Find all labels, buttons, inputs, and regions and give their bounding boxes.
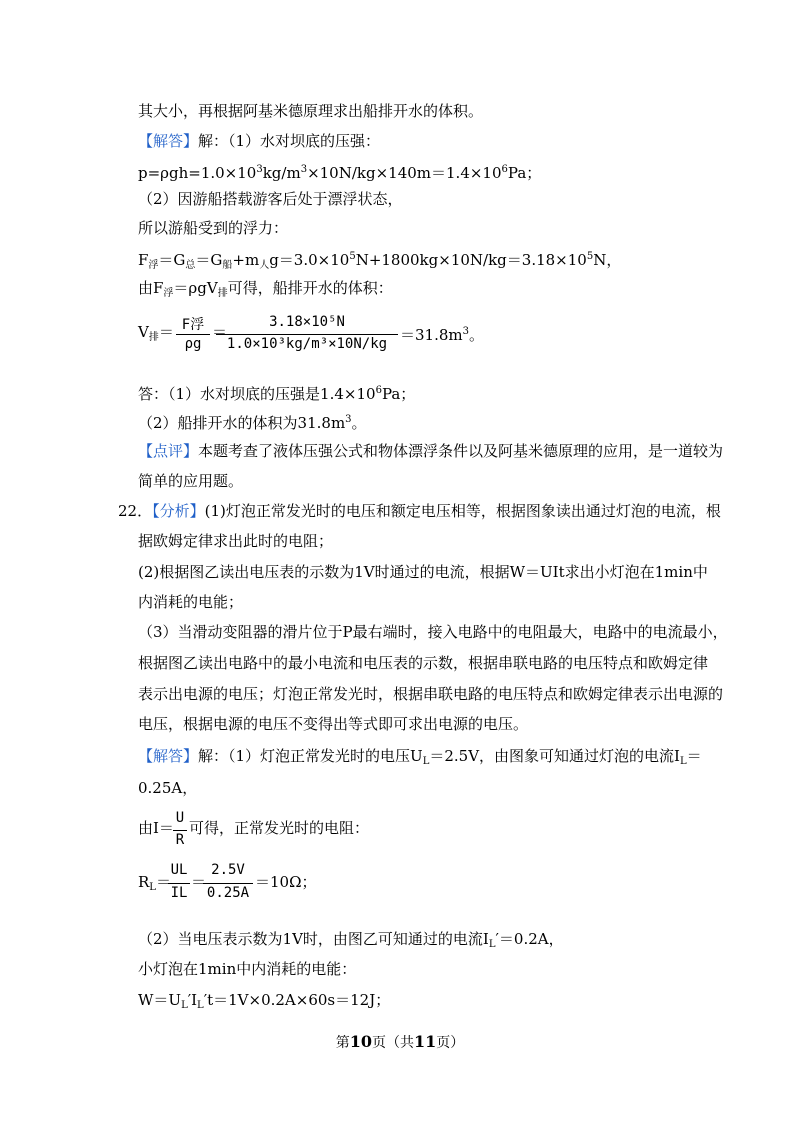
text-line: （2）因游船搭载游客后处于漂浮状态， <box>138 190 403 208</box>
text-line: 电压，根据电源的电压不变得出等式即可求出电源的电压。 <box>138 715 529 733</box>
fraction: 3.18×10⁵N 1.0×10³kg/m³×10N/kg <box>216 312 398 356</box>
text-line: （3）当滑动变阻器的滑片位于P最右端时，接入电路中的电阻最大，电路中的电流最小， <box>138 623 728 641</box>
answer-line: 【解答】解：（1）灯泡正常发光时的电压$U_L=2.5V$，由图象可知通过灯泡的电流$I_L=$ <box>138 747 702 767</box>
question-number: 22． <box>118 502 153 520</box>
question-heading: 22．【分析】(1)灯泡正常发光时的电压和额定电压相等，根据图象读出通过灯泡的电流，根 <box>118 502 721 520</box>
fraction: UL IL <box>168 860 190 906</box>
text-line: 答：（1）水对坝底的压强是$1.4\times 10^6Pa$； <box>138 385 416 403</box>
formula-line: $p=\rho gh=1.0\times 10^3kg/m^3\times 10N/kg\times 140m=1.4\times 10^6Pa$； <box>138 164 542 182</box>
formula-line: 可得，正常发光时的电阻： <box>189 819 370 837</box>
text-line: 根据图乙读出电路中的最小电流和电压表的示数，根据串联电路的电压特点和欧姆定律 <box>138 654 709 672</box>
comment-tag: 【点评】 <box>138 442 199 460</box>
text-line: （2）当电压表示数为1V时，由图乙可知通过的电流$I_L'=0.2A$， <box>138 930 564 950</box>
text-line: 内消耗的电能； <box>138 593 244 611</box>
page-total: 11 <box>414 1032 437 1051</box>
formula-result: $=31.8m^3$。 <box>400 326 485 344</box>
formula-line: $R_L=$ <box>138 873 171 893</box>
fraction: 2.5V 0.25A <box>203 860 253 906</box>
formula-line: 由I＝ <box>138 819 174 837</box>
text-line: 据欧姆定律求出此时的电阻； <box>138 532 334 550</box>
text-line: (2)根据图乙读出电压表的示数为1V时通过的电流，根据W＝UIt求出小灯泡在1min中 <box>138 563 708 581</box>
fraction: U R <box>173 808 187 852</box>
text-line: 表示出电源的电压；灯泡正常发光时，根据串联电路的电压特点和欧姆定律表示出电源的 <box>138 685 724 703</box>
text-line: 小灯泡在1min中内消耗的电能： <box>138 960 357 978</box>
formula-line: $W=U_L'I_L't=1V\times 0.2A\times 60s=12J$； <box>138 991 391 1011</box>
formula-line: $F_浮=G_总=G_船+m_人g=3.0\times 10^5N+1800kg\times 10N/kg=3.18\times 10^5N$， <box>138 251 622 271</box>
formula-line: $V_排=$ <box>138 323 174 343</box>
page-number: 10 <box>349 1032 372 1051</box>
page-footer: 第10页（共11页） <box>335 1032 465 1051</box>
text-line: （2）船排开水的体积为$31.8m^3$。 <box>138 414 367 432</box>
equals: ＝ <box>191 873 207 891</box>
text-line: 简单的应用题。 <box>138 472 244 490</box>
answer-line: 【解答】解：（1）水对坝底的压强： <box>138 132 381 150</box>
answer-tag: 【解答】 <box>138 747 199 765</box>
fraction: F浮 ρg <box>176 312 210 356</box>
formula-line: 由$F_浮=\rho gV_排$可得，船排开水的体积： <box>138 279 393 299</box>
comment-line: 【点评】本题考查了液体压强公式和物体漂浮条件以及阿基米德原理的应用，是一道较为 <box>138 442 724 460</box>
text-line: 其大小，再根据阿基米德原理求出船排开水的体积。 <box>138 102 484 120</box>
equals: ＝ <box>212 323 228 341</box>
answer-tag: 【解答】 <box>138 132 199 150</box>
analysis-tag: 【分析】 <box>152 502 205 520</box>
text-line: 0.25A， <box>138 779 198 797</box>
text-line: 所以游船受到的浮力： <box>138 219 289 237</box>
formula-result: ＝10Ω； <box>255 873 317 891</box>
